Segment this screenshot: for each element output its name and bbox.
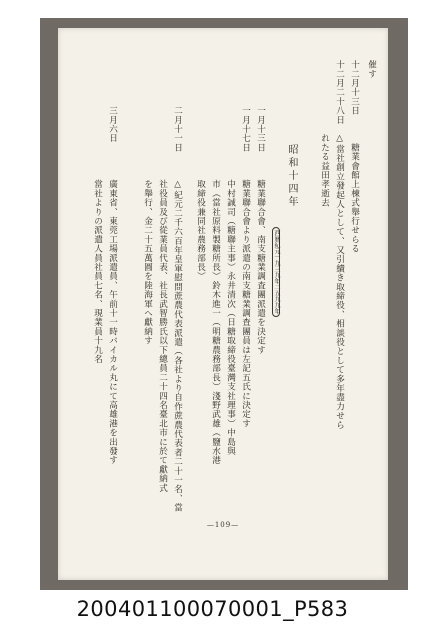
text-column: 當社よりの派遣人員社員七名、現業員十九名 [92,106,103,364]
text-column: 十二月十三日 糖業會館上棟式舉行せらる [349,60,360,254]
document-page [58,28,388,580]
image-id-caption: 200401100070001_P583 [76,597,349,621]
year-note: 西暦紀元一九三九年二五九九年 [272,227,280,317]
text-column: 一月十七日 糖業聯合會より派遣の南支糖業調査團員は左記五氏に決定す [240,106,251,428]
text-column: れたる益田孝逝去 [319,60,330,208]
text-column: 十二月二十八日 △當社創立發起人として、又引續き取締役、相談役として多年盡力せら [334,60,345,430]
page-number: —109— [206,521,240,529]
text-column: を舉行、金二十五萬圓を陸海軍へ獻納す [142,106,153,346]
text-column: 二月十一日 △紀元二千六百年皇軍慰問蔗農代表派遣（各社より自作蔗農代表者二十一名、當 [172,106,183,513]
text-column: 催す [366,60,377,79]
year-heading: 昭和十四年 [286,144,297,209]
text-column: 三月六日 廣東省、東莞工場派遣員、午前十一時バイカル丸にて高雄港を出發す [107,106,118,465]
text-column: 市（當社原料製糖所長）鈴木進一（明糖農務部長）淺野武雄（鹽水港 [210,106,221,465]
text-column: 社役員及び從業員代表、社長武智勝氏以下總員二十四名臺北市に於て獻納式 [157,106,168,493]
text-column: 取締役兼同社農務部長） [195,106,206,281]
text-column: 中村誠司（糖聯主事）永井清次（日糖取締役臺灣支社理事）中島與 [225,106,236,456]
text-column: 一月十三日 糖業聯合會、南支糖業調査團派遣を決定す [255,106,266,355]
